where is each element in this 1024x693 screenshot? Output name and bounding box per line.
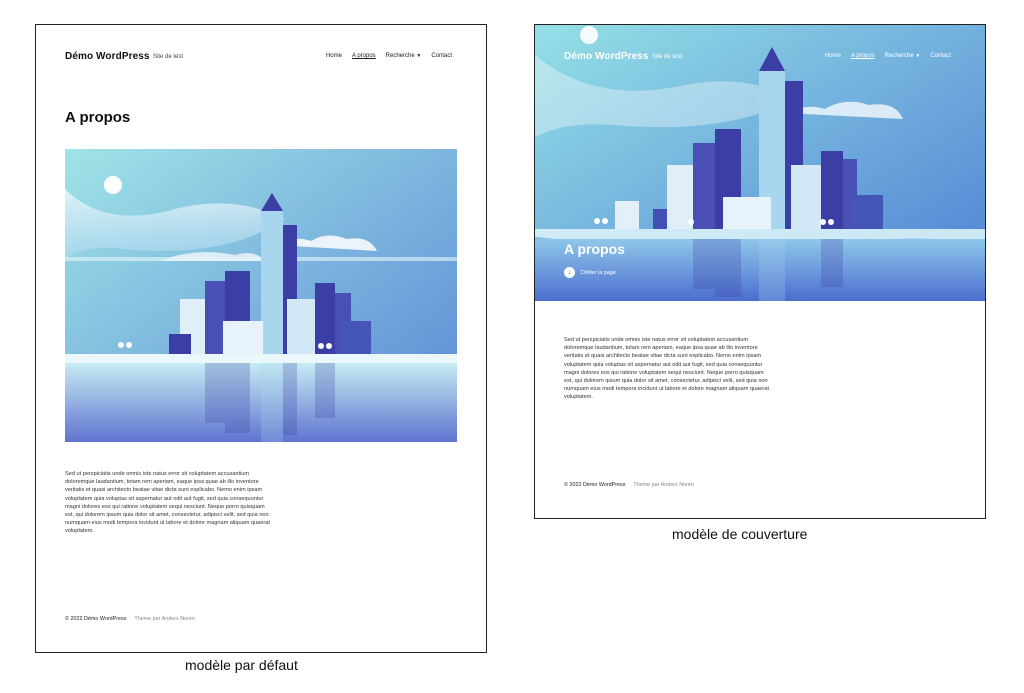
chevron-down-icon: ▼ — [416, 53, 422, 59]
nav-item-home[interactable]: Home — [325, 53, 342, 59]
city-illustration — [65, 149, 457, 442]
page-title: A propos — [65, 109, 131, 126]
default-template-preview — [35, 24, 487, 653]
arrow-down-icon: ↓ — [564, 267, 575, 278]
site-tagline: Site de test — [153, 54, 184, 60]
cover-site-title[interactable]: Démo WordPress — [564, 51, 649, 62]
cover-footer-credit[interactable]: Theme par Anders Norén — [633, 482, 694, 488]
caption-default-template: modèle par défaut — [185, 657, 298, 673]
chevron-down-icon: ▼ — [915, 53, 921, 59]
cover-nav-item-about[interactable]: A propos — [850, 53, 875, 59]
cover-page-body-text: Sed ut perspiciatis unde omnis iste natus error sit voluptatem accusantium doloremque laudantium, totam rem aperiam, eaque ipsa quae ab illo inventore veritatis et quasi architecto beatae vitae dicta sunt explicabo. Nemo enim ipsam voluptatem quia voluptas sit aspernatur aut odit aut fugit, sed quia consequuntur magni dolores eos qui ratione voluptatem sequi nesciunt. Neque porro quisquam est, qui dolorem ipsum quia dolor sit amet, consectetur, adipisci velit, sed quia non numquam eius modi tempora incidunt ut labore et dolore magnam aliquam quaerat voluptatem. — [564, 337, 769, 401]
cover-site-tagline: Site de test — [652, 54, 683, 60]
site-title[interactable]: Démo WordPress — [65, 51, 150, 62]
nav-item-search-label: Recherche — [385, 53, 415, 59]
cover-footer-copyright[interactable]: © 2022 Démo WordPress — [564, 482, 626, 488]
scroll-down-label: Défiler la page — [581, 269, 616, 276]
cover-template-preview — [534, 24, 986, 519]
cover-site-footer — [564, 482, 694, 488]
scroll-down-link[interactable] — [564, 267, 616, 278]
page-body-text: Sed ut perspiciatis unde omnis iste natus error sit voluptatem accusantium doloremque laudantium, totam rem aperiam, eaque ipsa quae ab illo inventore veritatis et quasi architecto beatae vitae dicta sunt explicabo. Nemo enim ipsam voluptatem quia voluptas sit aspernatur aut odit aut fugit, sed quia consequuntur magni dolores eos qui ratione voluptatem sequi nesciunt. Neque porro quisquam est, qui dolorem ipsum quia dolor sit amet, consectetur, adipisci velit, sed quia non numquam eius modi tempora incidunt ut labore et dolore magnam aliquam quaerat voluptatem. — [65, 471, 270, 535]
nav-item-contact[interactable]: Contact — [431, 53, 452, 59]
nav-item-about[interactable]: A propos — [351, 53, 376, 59]
cover-nav-item-search[interactable] — [885, 53, 921, 59]
caption-cover-template: modèle de couverture — [672, 526, 808, 542]
cover-primary-nav — [825, 53, 951, 59]
cover-nav-item-contact[interactable]: Contact — [930, 53, 951, 59]
cover-site-header — [535, 25, 985, 91]
cover-page-title: A propos — [564, 241, 625, 257]
footer-credit[interactable]: Theme par Anders Norén — [134, 616, 195, 622]
site-footer — [65, 616, 195, 622]
cover-nav-item-search-label: Recherche — [884, 53, 914, 59]
nav-item-search[interactable] — [386, 53, 422, 59]
primary-nav — [326, 53, 452, 59]
footer-copyright[interactable]: © 2022 Démo WordPress — [65, 616, 127, 622]
site-header — [36, 25, 486, 91]
cover-nav-item-home[interactable]: Home — [824, 53, 841, 59]
